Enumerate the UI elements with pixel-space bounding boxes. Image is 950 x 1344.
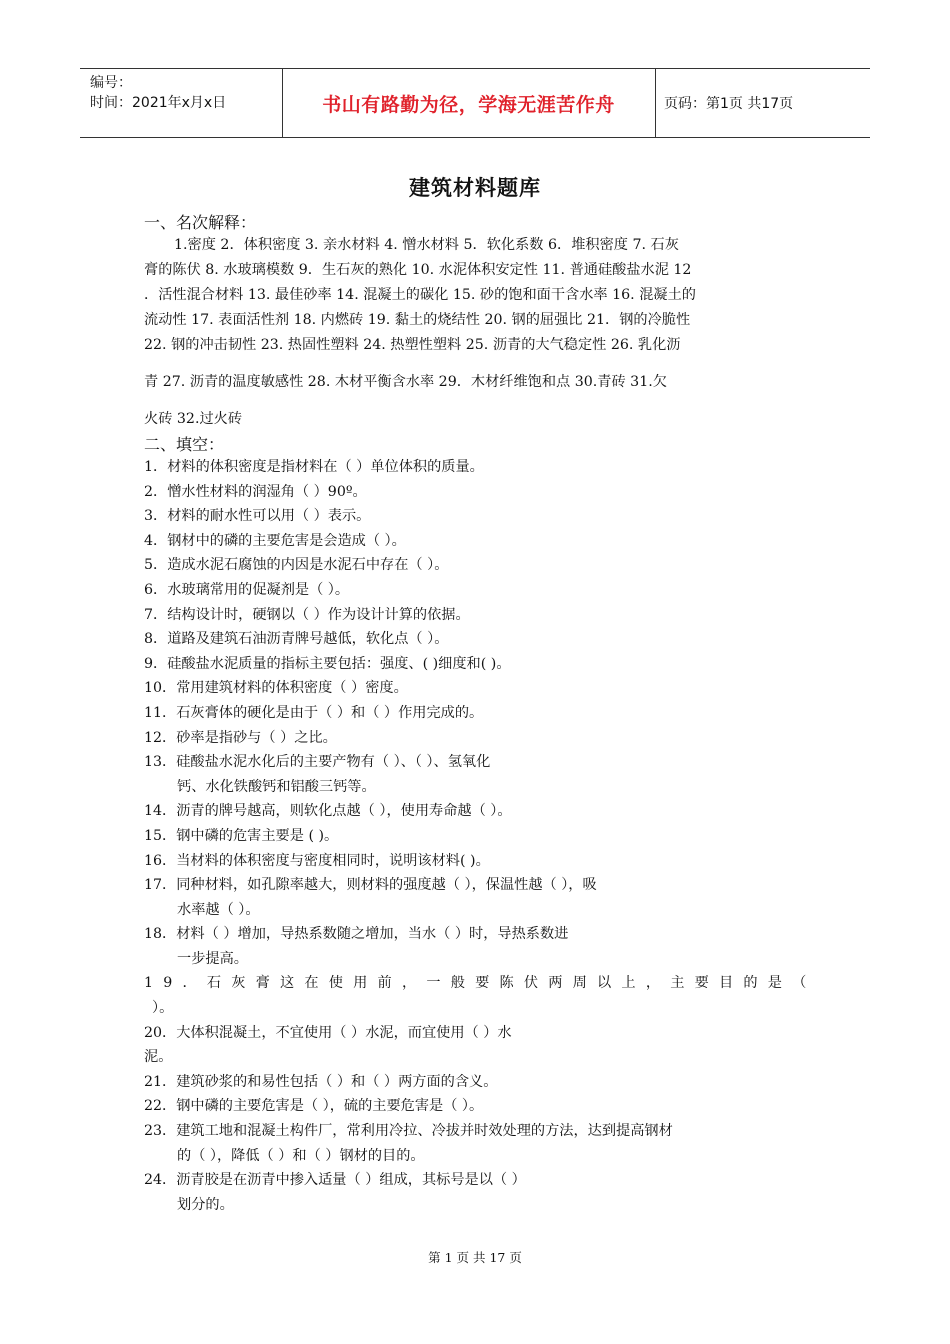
question-item: 8．道路及建筑石油沥青牌号越低，软化点（ ）。 — [144, 631, 449, 648]
question-item: 13．硅酸盐水泥水化后的主要产物有（ ）、（ ）、氢氧化 钙、水化铁酸钙和铝酸三钙等。 — [144, 754, 491, 795]
definitions-line: 青 27. 沥青的温度敏感性 28. 木材平衡含水率 29．木材纤维饱和点 30.青砖 31.欠 — [144, 374, 667, 390]
definitions-line: 1.密度 2．体积密度 3. 亲水材料 4. 憎水材料 5．软化系数 6．堆积密度 7. 石灰 — [174, 237, 679, 253]
question-item: 15．钢中磷的危害主要是 ( )。 — [144, 827, 339, 844]
question-item: 12．砂率是指砂与（ ）之比。 — [144, 729, 337, 746]
question-item: 17．同种材料，如孔隙率越大，则材料的强度越（ ），保温性越（ ），吸 水率越（ ）。 — [144, 877, 597, 918]
header-motto: 书山有路勤为径，学海无涯苦作舟 — [322, 93, 615, 116]
question-item: 5．造成水泥石腐蚀的内因是水泥石中存在（ ）。 — [144, 557, 449, 574]
fill-in-list — [144, 455, 817, 1217]
question-item: 2．憎水性材料的润湿角（ ）90º。 — [144, 483, 367, 500]
question-item: 14．沥青的牌号越高，则软化点越（ ），使用寿命越（ ）。 — [144, 803, 512, 820]
question-item: 6．水玻璃常用的促凝剂是（ ）。 — [144, 581, 350, 598]
document-date: 时间：2021年x月x日 — [90, 95, 227, 111]
question-item: 19．石灰膏这在使用前，一般要陈伏两周以上，主要目的是（ ）。 — [144, 975, 817, 1017]
question-item: 20．大体积混凝土，不宜使用（ ）水泥，而宜使用（ ）水 泥。 — [144, 1024, 512, 1066]
question-item: 21．建筑砂浆的和易性包括（ ）和（ ）两方面的含义。 — [144, 1073, 498, 1090]
page-footer: 第 1 页 共 17 页 — [428, 1250, 522, 1265]
question-item: 18．材料（ ）增加，导热系数随之增加，当水（ ）时，导热系数进 一步提高。 — [144, 926, 569, 967]
document-title: 建筑材料题库 — [409, 176, 541, 200]
document-number: 编号： — [90, 75, 132, 91]
definitions-line: 膏的陈伏 8. 水玻璃模数 9．生石灰的熟化 10. 水泥体积安定性 11. 普通硅酸盐水泥 12 — [144, 262, 692, 278]
definitions-line: 火砖 32.过火砖 — [144, 411, 243, 427]
header-meta — [90, 73, 226, 113]
definitions-line: 流动性 17. 表面活性剂 18. 内燃砖 19. 黏土的烧结性 20. 钢的屈强比 21．钢的冷脆性 — [144, 312, 691, 328]
definitions-paragraph — [144, 233, 808, 432]
question-item: 7．结构设计时，硬钢以（ ）作为设计计算的依据。 — [144, 606, 470, 623]
definitions-line: 22. 钢的冲击韧性 23. 热固性塑料 24. 热塑性塑料 25. 沥青的大气稳定性 26. 乳化沥 — [144, 337, 681, 353]
question-item: 16．当材料的体积密度与密度相同时，说明该材料( )。 — [144, 852, 490, 869]
question-item: 23．建筑工地和混凝土构件厂，常利用冷拉、冷拔并时效处理的方法，达到提高钢材 的（ ），降低（ ）和（ ）钢材的目的。 — [144, 1123, 673, 1164]
section-heading-fill-in: 二、填空： — [144, 435, 225, 454]
question-item: 11．石灰膏体的硬化是由于（ ）和（ ）作用完成的。 — [144, 704, 484, 721]
section-heading-definitions: 一、名次解释： — [144, 213, 257, 232]
question-item: 1．材料的体积密度是指材料在（ ）单位体积的质量。 — [144, 459, 484, 475]
question-item: 22．钢中磷的主要危害是（ ），硫的主要危害是（ ）。 — [144, 1098, 484, 1115]
definitions-line: ．活性混合材料 13. 最佳砂率 14. 混凝土的碳化 15. 砂的饱和面干含水率 16. 混凝土的 — [144, 287, 696, 303]
header-page-number: 页码：第1页 共17页 — [664, 96, 794, 112]
question-item: 9．硅酸盐水泥质量的指标主要包括：强度、( )细度和( )。 — [144, 655, 511, 672]
question-item: 3．材料的耐水性可以用（ ）表示。 — [144, 508, 371, 525]
header-divider — [655, 69, 656, 137]
question-item: 10．常用建筑材料的体积密度（ ）密度。 — [144, 680, 408, 697]
question-item: 4．钢材中的磷的主要危害是会造成（ ）。 — [144, 532, 406, 549]
question-item: 24．沥青胶是在沥青中掺入适量（ ）组成，其标号是以（ ） 划分的。 — [144, 1172, 526, 1213]
page-header — [80, 68, 870, 138]
